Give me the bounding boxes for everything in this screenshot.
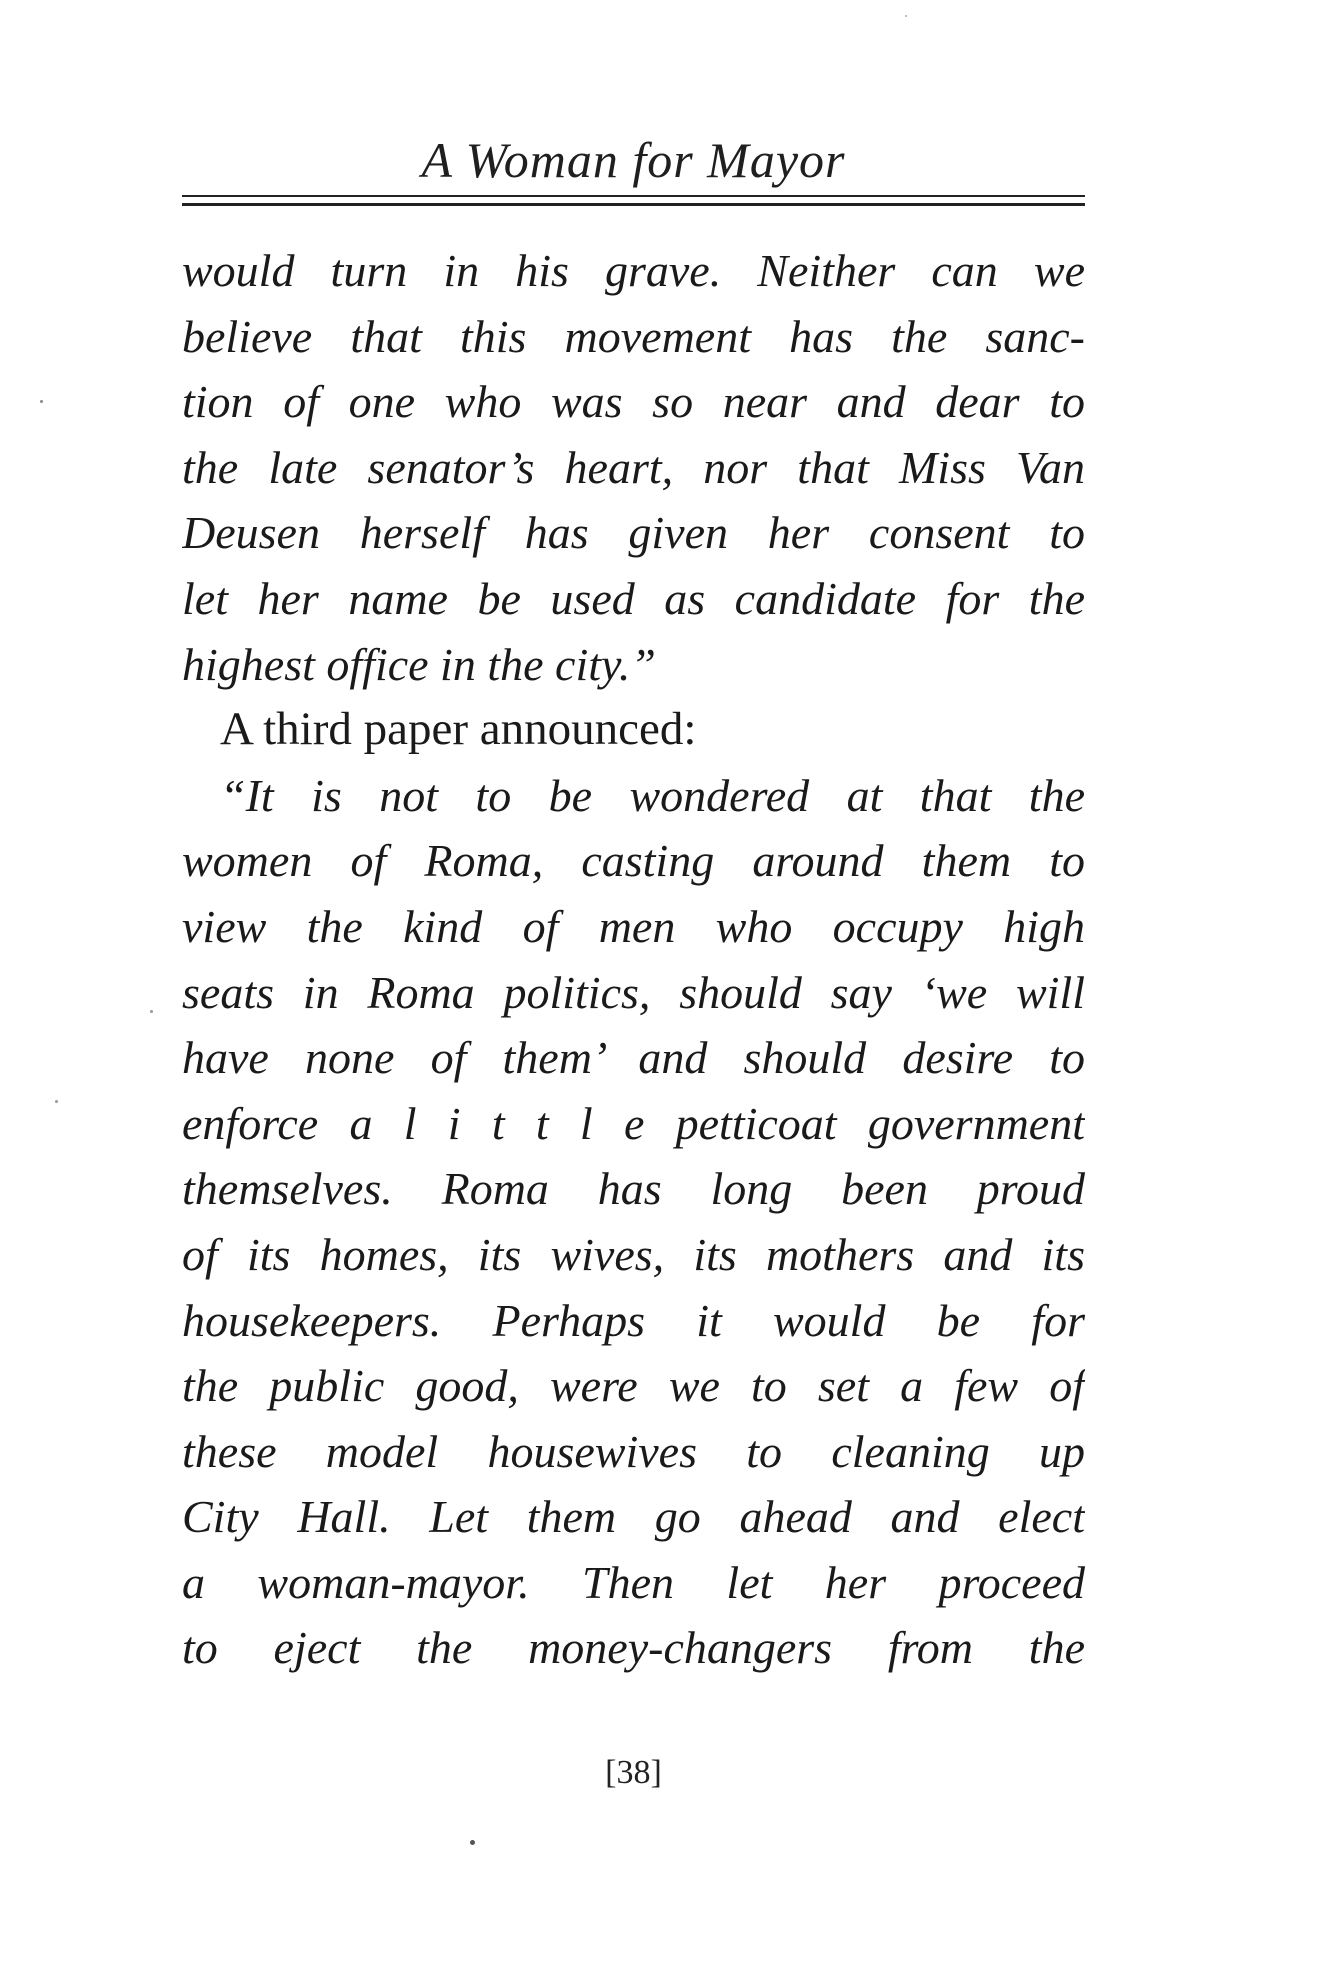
text-line: to eject the money-changers from the (182, 1622, 1085, 1674)
text-line: “It is not to be wondered at that the (220, 769, 1085, 821)
text-line: the late senator’s heart, nor that Miss Van (182, 441, 1085, 493)
text-line: have none of them’ and should desire to (182, 1032, 1085, 1084)
text-line: tion of one who was so near and dear to (182, 376, 1085, 428)
header-rule-thick (182, 203, 1085, 206)
scan-speck (905, 15, 907, 17)
text-line: let her name be used as candidate for the (182, 572, 1085, 624)
text-line: themselves. Roma has long been proud (182, 1163, 1085, 1215)
text-line: these model housewives to cleaning up (182, 1425, 1085, 1477)
page-number: [38] (605, 1754, 662, 1791)
text-line: a woman-mayor. Then let her proceed (182, 1556, 1085, 1608)
text-line: housekeepers. Perhaps it would be for (182, 1294, 1085, 1346)
text-line: would turn in his grave. Neither can we (182, 245, 1085, 296)
body-text (182, 238, 1085, 1681)
text-line: enforce a l i t t l e petticoat government (182, 1097, 1085, 1149)
text-line: women of Roma, casting around them to (182, 835, 1085, 887)
text-line: view the kind of men who occupy high (182, 900, 1085, 952)
scan-speck (40, 400, 43, 403)
text-line: A third paper announced: (220, 703, 697, 756)
text-line: believe that this movement has the sanc- (182, 310, 1085, 362)
scan-speck (470, 1840, 475, 1845)
text-line: the public good, were we to set a few of (182, 1360, 1085, 1412)
text-line: City Hall. Let them go ahead and elect (182, 1491, 1085, 1543)
text-line: Deusen herself has given her consent to (182, 507, 1085, 559)
scan-speck (55, 1100, 58, 1103)
text-line: seats in Roma politics, should say ‘we will (182, 966, 1085, 1018)
header-rule-thin (182, 195, 1085, 197)
text-line: highest office in the city.” (182, 638, 656, 690)
running-head: A Woman for Mayor (421, 132, 846, 188)
scan-speck (150, 1010, 153, 1013)
text-line: of its homes, its wives, its mothers and its (182, 1228, 1085, 1280)
